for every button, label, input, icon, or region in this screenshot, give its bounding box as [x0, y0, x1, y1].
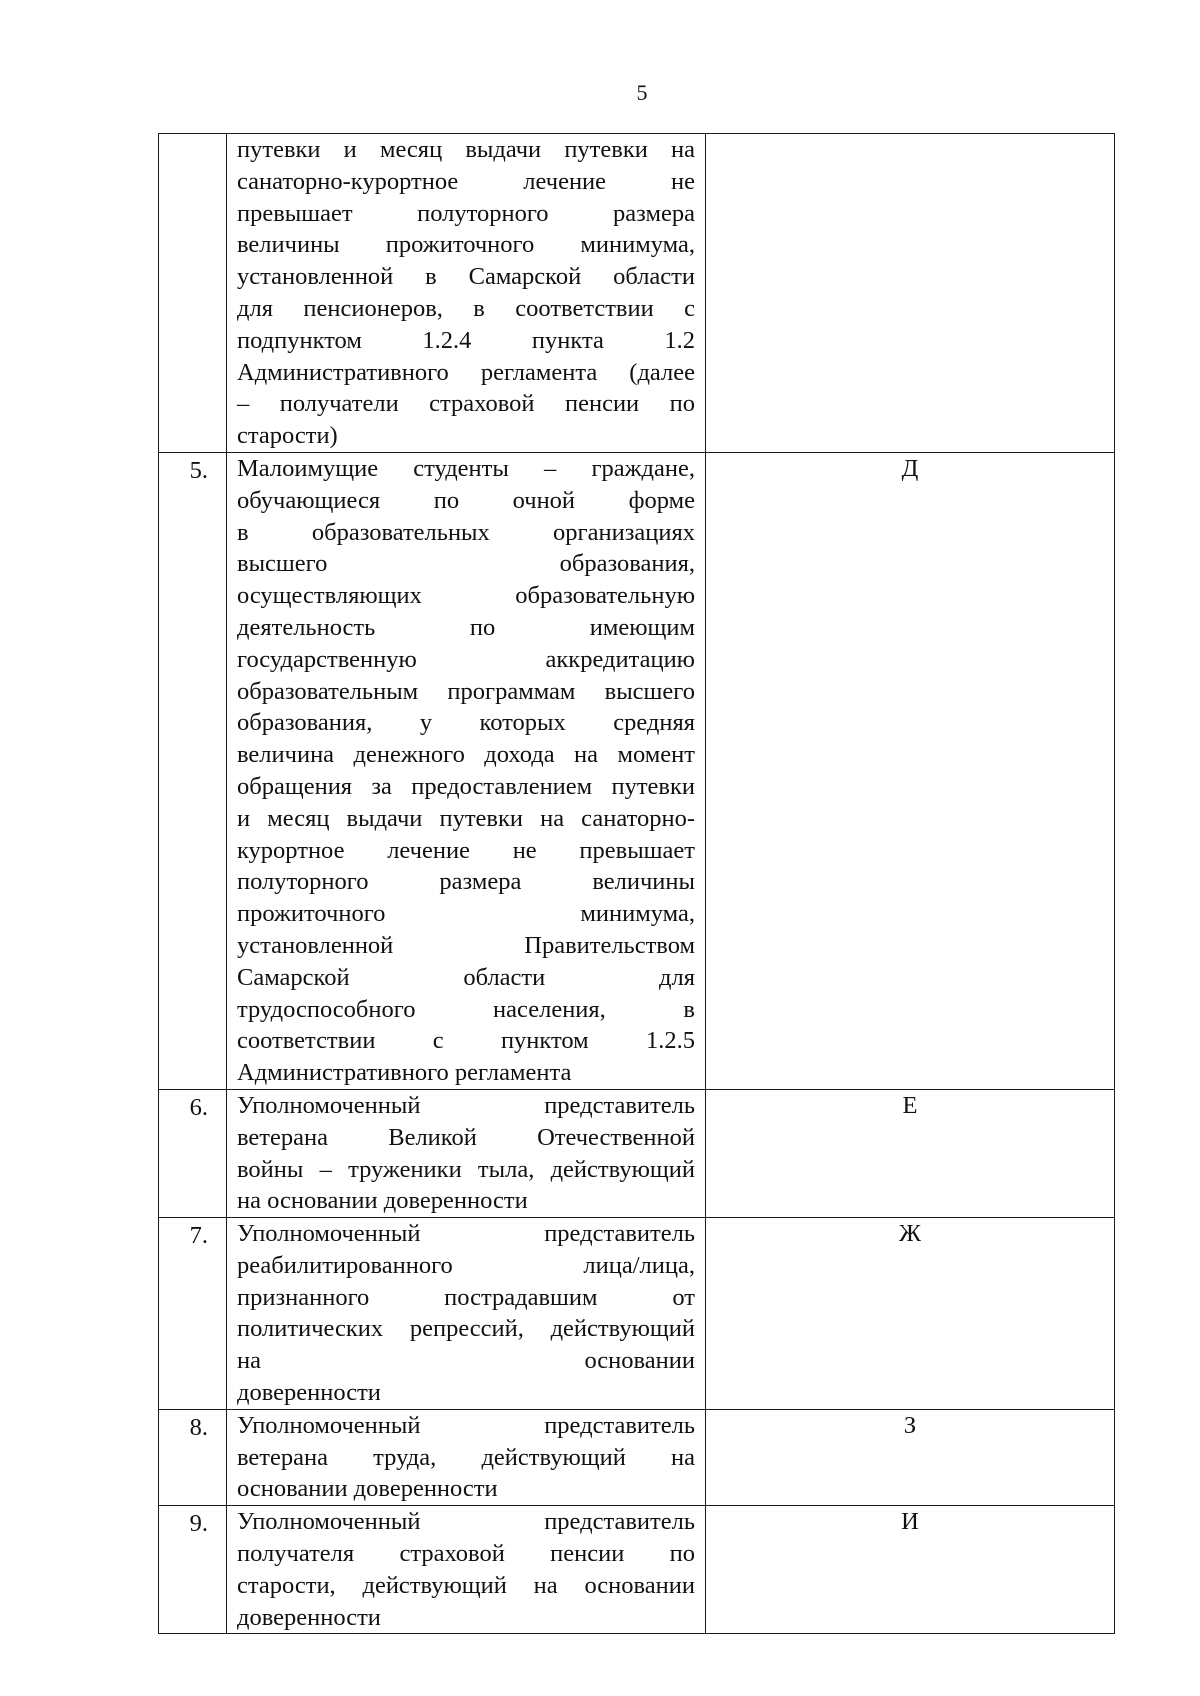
description-line: образовательным программам высшего: [237, 677, 695, 705]
description-line: Административного регламента (далее: [237, 358, 695, 386]
row-number-cell: [159, 1089, 227, 1217]
description-line: на основании доверенности: [237, 1187, 528, 1215]
description-line: величины прожиточного минимума,: [237, 231, 695, 259]
category-description-cell: [227, 134, 706, 453]
description-line: установленной в Самарской области: [237, 263, 695, 291]
category-description: [227, 1410, 705, 1505]
description-line: путевки и месяц выдачи путевки на: [237, 136, 695, 163]
category-description-cell: [227, 1089, 706, 1217]
category-code: Е: [706, 1089, 1115, 1217]
row-number: 7.: [189, 1222, 208, 1250]
description-line: политических репрессий, действующий: [237, 1315, 695, 1343]
description-line: реабилитированного лица/лица,: [237, 1251, 695, 1279]
description-line: Уполномоченный представитель: [237, 1220, 695, 1248]
description-line: деятельность по имеющим: [237, 613, 695, 641]
description-line: высшего образования,: [237, 550, 695, 578]
description-line: ветерана труда, действующий на: [237, 1443, 695, 1471]
description-line: курортное лечение не превышает: [237, 836, 695, 864]
description-line: прожиточного минимума,: [237, 900, 695, 928]
description-line: старости, действующий на основании: [237, 1571, 695, 1599]
category-description-cell: [227, 1409, 706, 1505]
description-line: Самарской области для: [237, 963, 695, 991]
description-line: Уполномоченный представитель: [237, 1411, 695, 1439]
table-row: [159, 1409, 1115, 1505]
eligibility-table: [158, 133, 1115, 1634]
table-row: [159, 134, 1115, 453]
row-number: [159, 134, 226, 136]
table-row: [159, 1089, 1115, 1217]
description-line: в образовательных организациях: [237, 518, 695, 546]
description-line: превышает полуторного размера: [237, 199, 695, 227]
description-line: – получатели страховой пенсии по: [237, 390, 695, 418]
description-line: Уполномоченный представитель: [237, 1091, 695, 1119]
description-line: признанного пострадавшим от: [237, 1283, 695, 1311]
category-code: З: [706, 1409, 1115, 1505]
row-number-cell: [159, 1506, 227, 1634]
description-line: доверенности: [237, 1603, 381, 1631]
category-description-cell: [227, 1218, 706, 1410]
table-body: [159, 134, 1115, 1634]
description-line: на основании: [237, 1347, 695, 1375]
category-description-cell: [227, 452, 706, 1089]
description-line: обращения за предоставлением путевки: [237, 772, 695, 800]
category-description-cell: [227, 1506, 706, 1634]
table-row: [159, 1218, 1115, 1410]
category-code: Ж: [706, 1218, 1115, 1410]
row-number-cell: [159, 1218, 227, 1410]
description-line: обучающиеся по очной форме: [237, 486, 695, 514]
table-row: [159, 1506, 1115, 1634]
row-number: 8.: [189, 1413, 208, 1441]
description-line: войны – труженики тыла, действующий: [237, 1155, 695, 1183]
table-row: [159, 452, 1115, 1089]
description-line: подпунктом 1.2.4 пункта 1.2: [237, 326, 695, 354]
description-line: доверенности: [237, 1379, 381, 1407]
description-line: величина денежного дохода на момент: [237, 741, 695, 769]
row-number: 9.: [189, 1510, 208, 1538]
description-line: старости): [237, 422, 338, 450]
description-line: Административного регламента: [237, 1059, 572, 1087]
description-line: трудоспособного населения, в: [237, 995, 695, 1023]
description-line: и месяц выдачи путевки на санаторно-: [237, 804, 695, 832]
description-line: Уполномоченный представитель: [237, 1508, 695, 1536]
row-number-cell: [159, 1409, 227, 1505]
description-line: государственную аккредитацию: [237, 645, 695, 673]
description-line: получателя страховой пенсии по: [237, 1540, 695, 1568]
row-number-cell: [159, 134, 227, 453]
category-code: [706, 134, 1115, 453]
description-line: полуторного размера величины: [237, 868, 695, 896]
description-line: основании доверенности: [237, 1475, 498, 1503]
category-description: [227, 1506, 705, 1633]
description-line: Малоимущие студенты – граждане,: [237, 454, 695, 482]
row-number-cell: [159, 452, 227, 1089]
description-line: санаторно-курортное лечение не: [237, 167, 695, 195]
category-description: [227, 1090, 705, 1217]
description-line: для пенсионеров, в соответствии с: [237, 294, 695, 322]
page-number: 5: [636, 80, 648, 105]
description-line: соответствии с пунктом 1.2.5: [237, 1027, 695, 1055]
row-number: 5.: [189, 456, 208, 484]
row-number: 6.: [189, 1093, 208, 1121]
category-code: Д: [706, 452, 1115, 1089]
category-description: [227, 1218, 705, 1409]
description-line: осуществляющих образовательную: [237, 582, 695, 610]
description-line: образования, у которых средняя: [237, 709, 695, 737]
description-line: ветерана Великой Отечественной: [237, 1123, 695, 1151]
category-description: [227, 453, 705, 1089]
category-code: И: [706, 1506, 1115, 1634]
description-line: установленной Правительством: [237, 931, 695, 959]
category-description: [227, 134, 705, 452]
